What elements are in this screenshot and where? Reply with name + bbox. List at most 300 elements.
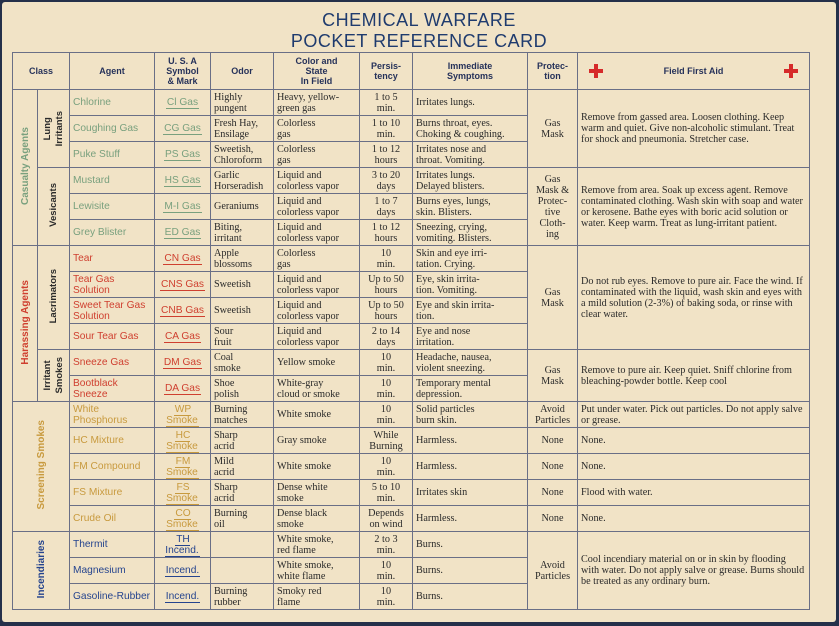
odor [211, 220, 274, 246]
first-aid: Do not rub eyes. Remove to pure air. Face the wind. If contaminated with the liquid, wash skin and eyes with a mild solution (2-3%) of baking soda, or rinse with clear water. [578, 246, 810, 350]
agent-name: Puke Stuff [70, 142, 155, 168]
cell-line: Avoid [540, 403, 565, 415]
odor [211, 480, 274, 506]
agent-name: Coughing Gas [70, 116, 155, 142]
agent-name: HC Mixture [70, 428, 155, 454]
cell-line: Ensilage [214, 128, 250, 140]
odor [211, 298, 274, 324]
cell-line: irritant [214, 232, 242, 244]
color-state [274, 142, 360, 168]
cell-line: Skin and eye irri- [416, 247, 488, 259]
table-body [13, 90, 810, 610]
cell-line: days [376, 206, 396, 218]
cell-line: Burns throat, eyes. [416, 117, 493, 129]
cell-line: Sweetish [214, 305, 251, 316]
cell-line: 10 [380, 559, 392, 571]
color-state [274, 454, 360, 480]
cell-line: cloud or smoke [277, 388, 340, 400]
agent-name: Tear Gas Solution [70, 272, 155, 298]
cell-line: acrid [214, 492, 235, 504]
cell-line: White smoke [277, 409, 332, 420]
table-row [13, 168, 810, 194]
symbol-text: Incend. [165, 591, 200, 602]
cell-line: throat. Vomiting. [416, 154, 485, 166]
cell-line: gas [277, 154, 291, 166]
color-state [274, 428, 360, 454]
cell-line: Eye and nose [416, 325, 471, 337]
persistency [360, 376, 413, 402]
cell-line: on wind [369, 518, 403, 530]
color-state [274, 584, 360, 610]
color-state [274, 90, 360, 116]
header-agent: Agent [70, 53, 155, 90]
reference-card [2, 2, 836, 622]
header-symbol: U. S. A Symbol & Mark [155, 53, 211, 90]
class-text: Casualty Agents [19, 127, 31, 205]
symptoms [413, 376, 528, 402]
first-aid: None. [578, 506, 810, 532]
symbol-text: CN Gas [164, 253, 201, 264]
symbol-text: CO Smoke [166, 507, 198, 530]
first-aid: Cool incendiary material on or in skin by flooding with water. Do not apply salve or grease. Burns should be treated as any ordinary burn. [578, 532, 810, 610]
color-state [274, 532, 360, 558]
persistency [360, 194, 413, 220]
cell-line: acrid [214, 466, 235, 478]
cell-line: days [376, 336, 396, 348]
table-row [13, 454, 810, 480]
symptoms [413, 194, 528, 220]
odor [211, 272, 274, 298]
symptoms [413, 558, 528, 584]
cell-line: Mild [214, 455, 234, 467]
table-row [13, 506, 810, 532]
agent-symbol [155, 272, 211, 298]
persistency [360, 584, 413, 610]
table-row [13, 480, 810, 506]
cell-line: Sharp [214, 429, 238, 441]
cell-line: None [541, 513, 564, 524]
table-row [13, 90, 810, 116]
cell-line: smoke [277, 518, 304, 530]
cell-line: polish [214, 388, 239, 400]
agent-symbol [155, 350, 211, 376]
symptoms [413, 220, 528, 246]
color-state [274, 480, 360, 506]
odor [211, 142, 274, 168]
symbol-text: FS Smoke [166, 481, 198, 504]
cell-line: Particles [534, 570, 571, 582]
symptoms [413, 402, 528, 428]
cell-line: Yellow smoke [277, 357, 336, 368]
color-state [274, 350, 360, 376]
symbol-text: TH Incend. [165, 533, 199, 556]
cell-line: Depends [368, 507, 404, 519]
cell-line: Liquid and [277, 221, 322, 233]
cell-line: 2 to 14 [371, 325, 401, 337]
protection [528, 402, 578, 428]
agent-name: Magnesium [70, 558, 155, 584]
cell-line: gas [277, 258, 291, 270]
cell-line: Sweetish [214, 279, 251, 290]
cell-line: min. [376, 258, 396, 270]
red-cross-icon [784, 64, 798, 78]
first-aid: Remove from area. Soak up excess agent. Remove contaminated clothing. Wash skin with soap and water or kerosene. Bathe eyes with boric acid solution or water. Keep warm. Treat as lung-irritant patient. [578, 168, 810, 246]
cell-line: tation. Crying. [416, 258, 476, 270]
cell-line: Burns. [416, 539, 443, 550]
cell-line: Irritates lungs. [416, 97, 475, 108]
header-protection: Protec- tion [528, 53, 578, 90]
cell-line: 5 to 10 [371, 481, 401, 493]
persistency [360, 402, 413, 428]
table-row [13, 532, 810, 558]
symptoms [413, 298, 528, 324]
cell-line: None [541, 461, 564, 472]
protection [528, 480, 578, 506]
odor [211, 246, 274, 272]
symbol-text: CNB Gas [160, 305, 205, 316]
symptoms [413, 454, 528, 480]
agent-symbol [155, 298, 211, 324]
cell-line: oil [214, 518, 225, 530]
cell-line: Sweetish, [214, 143, 254, 155]
cell-line: Sour [214, 325, 234, 337]
cell-line: Up to 50 [368, 299, 404, 311]
subclass-text: Lacrimators [48, 268, 59, 324]
cell-line: 1 to 5 [374, 91, 398, 103]
cell-line: tion. Vomiting. [416, 284, 478, 296]
cell-line: irritation. [416, 336, 455, 348]
color-state [274, 298, 360, 324]
color-state [274, 168, 360, 194]
agent-symbol [155, 402, 211, 428]
odor [211, 90, 274, 116]
cell-line: Mask [541, 128, 564, 140]
odor [211, 168, 274, 194]
agent-name: Chlorine [70, 90, 155, 116]
cell-line: Particles [534, 414, 571, 426]
cell-line: rubber [214, 596, 241, 608]
persistency [360, 220, 413, 246]
cell-line: Eye and skin irrita- [416, 299, 495, 311]
cell-line: Colorless [277, 143, 316, 155]
cell-line: White smoke [277, 461, 332, 472]
agent-symbol [155, 116, 211, 142]
cell-line: hours [374, 284, 398, 296]
agent-symbol [155, 480, 211, 506]
odor [211, 402, 274, 428]
cell-line: Sneezing, crying, [416, 221, 488, 233]
subclass-label-irritant_smokes [38, 350, 70, 402]
first-aid: Remove to pure air. Keep quiet. Sniff chlorine from bleaching-powder bottle. Keep cool [578, 350, 810, 402]
table-row [13, 428, 810, 454]
symbol-text: WP Smoke [166, 403, 198, 426]
cell-line: Delayed blisters. [416, 180, 485, 192]
cell-line: Mask [541, 297, 564, 309]
cell-line: min. [376, 570, 396, 582]
cell-line: 10 [380, 377, 392, 389]
cell-line: ing [545, 228, 560, 240]
cell-line: Gray smoke [277, 435, 327, 446]
agent-symbol [155, 584, 211, 610]
cell-line: min. [376, 596, 396, 608]
cell-line: tive [544, 206, 561, 218]
color-state [274, 116, 360, 142]
first-aid: Flood with water. [578, 480, 810, 506]
first-aid: None. [578, 428, 810, 454]
cell-line: Gas [544, 173, 561, 185]
agent-name: Sweet Tear Gas Solution [70, 298, 155, 324]
cell-line: Liquid and [277, 169, 322, 181]
protection [528, 428, 578, 454]
symptoms [413, 480, 528, 506]
odor [211, 506, 274, 532]
cell-line: min. [376, 362, 396, 374]
cell-line: Irritates lungs. [416, 169, 475, 181]
card-title: CHEMICAL WARFARE [322, 10, 516, 30]
first-aid: Remove from gassed area. Loosen clothing. Keep warm and quiet. Give non-alcoholic stimulant. Treat for shock and pneumonia. Stretcher case. [578, 90, 810, 168]
symptoms [413, 246, 528, 272]
cell-line: 2 to 3 [374, 533, 398, 545]
header-symptoms: Immediate Symptoms [413, 53, 528, 90]
agent-symbol [155, 454, 211, 480]
symbol-text: PS Gas [164, 149, 201, 160]
color-state [274, 220, 360, 246]
persistency [360, 480, 413, 506]
color-state [274, 506, 360, 532]
cell-line: blossoms [214, 258, 252, 270]
agent-symbol [155, 376, 211, 402]
class-label-harassing [13, 246, 38, 402]
first-aid: Put under water. Pick out particles. Do not apply salve or grease. [578, 402, 810, 428]
color-state [274, 272, 360, 298]
cell-line: Irritates skin [416, 487, 468, 498]
agent-symbol [155, 142, 211, 168]
subclass-text: Lung [42, 116, 53, 141]
cell-line: min. [376, 544, 396, 556]
color-state [274, 194, 360, 220]
cell-line: Liquid and [277, 195, 322, 207]
agent-name: Tear [70, 246, 155, 272]
cell-line: smoke [214, 362, 241, 374]
cell-line: days [376, 180, 396, 192]
cell-line: Burning [369, 440, 403, 452]
subclass-label-lung [38, 90, 70, 168]
cell-line: violent sneezing. [416, 362, 486, 374]
class-label-casualty [13, 90, 38, 246]
persistency [360, 90, 413, 116]
protection [528, 168, 578, 246]
cell-line: Highly [214, 91, 243, 103]
cell-line: white flame [277, 570, 326, 582]
symbol-text: FM Smoke [166, 455, 198, 478]
color-state [274, 376, 360, 402]
cell-line: min. [376, 128, 396, 140]
cell-line: min. [376, 388, 396, 400]
cell-line: Protec- [537, 195, 568, 207]
class-text: Harassing Agents [19, 279, 31, 365]
header-first-aid: Field First Aid [578, 53, 810, 90]
cell-line: None [541, 435, 564, 446]
cell-line: Harmless. [416, 513, 458, 524]
agent-name: Mustard [70, 168, 155, 194]
agent-symbol [155, 246, 211, 272]
cell-line: White smoke, [277, 533, 334, 545]
cell-line: 10 [380, 585, 392, 597]
cell-line: White smoke, [277, 559, 334, 571]
agent-symbol [155, 428, 211, 454]
cell-line: min. [376, 102, 396, 114]
symbol-text: HS Gas [164, 175, 201, 186]
cell-line: Apple [214, 247, 239, 259]
cell-line: Gas [544, 286, 561, 298]
cell-line: 10 [380, 351, 392, 363]
cell-line: hours [374, 154, 398, 166]
persistency [360, 246, 413, 272]
cell-line: acrid [214, 440, 235, 452]
cell-line: Burning [214, 507, 248, 519]
persistency [360, 168, 413, 194]
symptoms [413, 532, 528, 558]
persistency [360, 532, 413, 558]
cell-line: flame [277, 596, 301, 608]
cell-line: fruit [214, 336, 232, 348]
cell-line: Sharp [214, 481, 238, 493]
symbol-text: CNS Gas [160, 279, 205, 290]
cell-line: colorless vapor [277, 232, 339, 244]
agent-name: Sour Tear Gas [70, 324, 155, 350]
symptoms [413, 168, 528, 194]
cell-line: Irritates nose and [416, 143, 487, 155]
subclass-label-lacrimators [38, 246, 70, 350]
symptoms [413, 324, 528, 350]
cell-line: While [373, 429, 399, 441]
symbol-text: HC Smoke [166, 429, 198, 452]
cell-line: Colorless [277, 247, 316, 259]
cell-line: White-gray [277, 377, 324, 389]
protection [528, 506, 578, 532]
cell-line: hours [374, 232, 398, 244]
class-label-incendiaries [13, 532, 70, 610]
cell-line: Geraniums [214, 201, 259, 212]
cell-line: colorless vapor [277, 284, 339, 296]
cell-line: min. [376, 492, 396, 504]
agent-name: Lewisite [70, 194, 155, 220]
cell-line: 10 [380, 403, 392, 415]
cell-line: 10 [380, 455, 392, 467]
cell-line: colorless vapor [277, 180, 339, 192]
cell-line: Cloth- [539, 217, 566, 229]
card-subtitle: POCKET REFERENCE CARD [290, 31, 548, 51]
cell-line: tion. [416, 310, 435, 322]
persistency [360, 142, 413, 168]
odor [211, 116, 274, 142]
cell-line: pungent [214, 102, 247, 114]
odor [211, 194, 274, 220]
cell-line: 1 to 12 [371, 143, 401, 155]
agent-symbol [155, 194, 211, 220]
protection [528, 454, 578, 480]
agent-name: Grey Blister [70, 220, 155, 246]
agent-symbol [155, 90, 211, 116]
symptoms [413, 90, 528, 116]
agent-name: Sneeze Gas [70, 350, 155, 376]
subclass-text: Vesicants [48, 183, 59, 227]
cell-line: Heavy, yellow- [277, 91, 340, 103]
agent-symbol [155, 532, 211, 558]
color-state [274, 402, 360, 428]
persistency [360, 116, 413, 142]
first-aid: None. [578, 454, 810, 480]
cell-line: hours [374, 310, 398, 322]
cell-line: Gas [544, 117, 561, 129]
cell-line: Solid particles [416, 403, 475, 415]
cell-line: skin. Blisters. [416, 206, 472, 218]
protection [528, 246, 578, 350]
symptoms [413, 584, 528, 610]
cell-line: Eye, skin irrita- [416, 273, 480, 285]
table-row [13, 402, 810, 428]
cell-line: red flame [277, 544, 316, 556]
cell-line: Smoky red [277, 585, 322, 597]
cell-line: Burns. [416, 565, 443, 576]
cell-line: 1 to 12 [371, 221, 401, 233]
cell-line: Harmless. [416, 461, 458, 472]
cell-line: Harmless. [416, 435, 458, 446]
reference-table [12, 52, 810, 610]
cell-line: Headache, nausea, [416, 351, 492, 363]
cell-line: vomiting. Blisters. [416, 232, 492, 244]
red-cross-icon [589, 64, 603, 78]
persistency [360, 298, 413, 324]
agent-name: Thermit [70, 532, 155, 558]
cell-line: Gas [544, 364, 561, 376]
cell-line: Burns eyes, lungs, [416, 195, 491, 207]
cell-line: depression. [416, 388, 463, 400]
cell-line: Liquid and [277, 299, 322, 311]
symptoms [413, 116, 528, 142]
symbol-text: Cl Gas [166, 97, 199, 108]
subclass-text: Smokes [54, 357, 65, 394]
cell-line: Colorless [277, 117, 316, 129]
cell-line: Mask [541, 375, 564, 387]
cell-line: colorless vapor [277, 336, 339, 348]
cell-line: Biting, [214, 221, 243, 233]
odor [211, 532, 274, 558]
subclass-label-vesicants [38, 168, 70, 246]
cell-line: Liquid and [277, 273, 322, 285]
symbol-text: ED Gas [164, 227, 201, 238]
symbol-text: CA Gas [164, 331, 201, 342]
symbol-text: DM Gas [163, 357, 202, 368]
cell-line: green gas [277, 102, 316, 114]
symptoms [413, 506, 528, 532]
table-row [13, 246, 810, 272]
cell-line: Choking & coughing. [416, 128, 505, 140]
class-text: Incendiaries [35, 539, 47, 599]
header-color-state: Color and State In Field [274, 53, 360, 90]
cell-line: burn skin. [416, 414, 457, 426]
cell-line: Coal [214, 351, 234, 363]
cell-line: Avoid [540, 559, 565, 571]
persistency [360, 350, 413, 376]
subclass-text: Irritants [54, 110, 65, 147]
cell-line: None [541, 487, 564, 498]
cell-line: Dense black [277, 507, 328, 519]
agent-symbol [155, 324, 211, 350]
persistency [360, 428, 413, 454]
subclass-text: Irritant [42, 360, 53, 391]
agent-symbol [155, 220, 211, 246]
